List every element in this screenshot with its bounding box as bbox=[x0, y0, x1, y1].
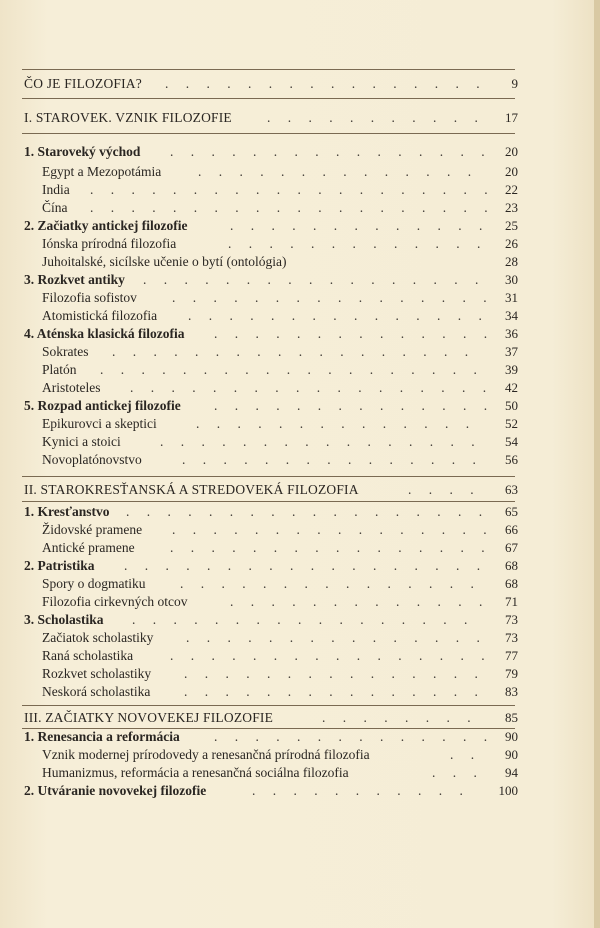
dot-leader: . . . . . . . . . . . . . . . . . . . bbox=[100, 362, 484, 377]
dot-leader: . . . . . . . . . . . . . . . . bbox=[165, 76, 487, 91]
toc-page-number: 73 bbox=[505, 612, 518, 627]
toc-row bbox=[0, 324, 600, 344]
toc-row bbox=[0, 664, 600, 684]
toc-row bbox=[0, 396, 600, 416]
toc-page-number: 73 bbox=[505, 630, 518, 645]
toc-chapter-title: 4. Aténska klasická filozofia bbox=[24, 326, 185, 341]
toc-row bbox=[0, 378, 600, 398]
toc-chapter-title: 2. Utváranie novovekej filozofie bbox=[24, 783, 207, 798]
toc-chapter-title: 1. Kresťanstvo bbox=[24, 504, 110, 519]
dot-leader: . . . . . . . . . . . bbox=[267, 110, 485, 125]
toc-subentry: Iónska prírodná filozofia bbox=[42, 236, 177, 251]
dot-leader: . . . . . . . . . . . bbox=[252, 783, 470, 798]
toc-page-number: 66 bbox=[505, 522, 518, 537]
toc-subentry: Filozofia sofistov bbox=[42, 290, 137, 305]
toc-row bbox=[0, 592, 600, 612]
toc-row bbox=[0, 234, 600, 254]
toc-chapter-title: 1. Staroveký východ bbox=[24, 144, 141, 159]
toc-subentry: Humanizmus, reformácia a renesančná sociálna filozofia bbox=[42, 765, 349, 780]
toc-subentry: Spory o dogmatiku bbox=[42, 576, 146, 591]
dot-leader: . . . . bbox=[408, 482, 481, 497]
toc-row bbox=[0, 610, 600, 630]
toc-chapter-title: 2. Patristika bbox=[24, 558, 95, 573]
toc-subentry: Egypt a Mezopotámia bbox=[42, 164, 162, 179]
toc-row bbox=[0, 270, 600, 290]
toc-row bbox=[0, 480, 600, 500]
dot-leader: . . . . . . . . . . . . . . bbox=[214, 729, 495, 744]
dot-leader: . . . bbox=[432, 765, 484, 780]
toc-page-number: 30 bbox=[505, 272, 518, 287]
dot-leader: . . . . . . . . . . . . . . . bbox=[180, 576, 481, 591]
toc-row bbox=[0, 288, 600, 308]
top-rule bbox=[22, 69, 515, 70]
toc-row bbox=[0, 360, 600, 380]
toc-chapter-title: 3. Rozkvet antiky bbox=[24, 272, 125, 287]
toc-page-number: 39 bbox=[505, 362, 518, 377]
dot-leader: . . . . . . . . . . . . . . . . . . . . bbox=[90, 182, 495, 197]
section-rule bbox=[22, 705, 515, 706]
toc-page-number: 20 bbox=[505, 144, 518, 159]
dot-leader: . . . . . . . . . . . . . . . . bbox=[172, 290, 494, 305]
dot-leader: . . . . . . . . . . . . . bbox=[228, 236, 488, 251]
toc-page-number: 36 bbox=[505, 326, 518, 341]
toc-subentry: Raná scholastika bbox=[42, 648, 134, 663]
toc-row bbox=[0, 162, 600, 182]
dot-leader: . . . . . . . . . . . . . . . . . . . . bbox=[90, 200, 495, 215]
toc-row bbox=[0, 682, 600, 702]
toc-row bbox=[0, 538, 600, 558]
toc-page-number: 68 bbox=[505, 558, 518, 573]
toc-page-number: 31 bbox=[505, 290, 518, 305]
toc-row bbox=[0, 763, 600, 783]
toc-page-number: 67 bbox=[505, 540, 518, 555]
dot-leader: . . . . . . . . . . . . . . . bbox=[186, 630, 487, 645]
dot-leader: . . . . . . . . . . . . . . . bbox=[182, 452, 483, 467]
toc-row bbox=[0, 216, 600, 236]
toc-page-number: 94 bbox=[505, 765, 518, 780]
toc-subentry: Aristoteles bbox=[42, 380, 101, 395]
toc-row bbox=[0, 646, 600, 666]
toc-page-number: 9 bbox=[511, 76, 518, 91]
dot-leader: . . . . . . . . . . . . . . . . bbox=[160, 434, 482, 449]
dot-leader: . . bbox=[450, 747, 482, 762]
dot-leader: . . . . . . . . . . . . . . . . . bbox=[143, 272, 486, 287]
toc-page-number: 63 bbox=[505, 482, 518, 497]
dot-leader: . . . . . . . . . . . . . . . . . . bbox=[130, 380, 494, 395]
dot-leader: . . . . . . . . . . . . . . . . . . bbox=[126, 504, 490, 519]
toc-part-title: I. STAROVEK. VZNIK FILOZOFIE bbox=[24, 110, 232, 125]
dot-leader: . . . . . . . . . . . . . . . bbox=[184, 666, 485, 681]
toc-page-number: 100 bbox=[498, 783, 518, 798]
toc-row bbox=[0, 727, 600, 747]
toc-row bbox=[0, 556, 600, 576]
toc-row bbox=[0, 74, 600, 94]
toc-row bbox=[0, 574, 600, 594]
toc-subentry: Čína bbox=[42, 200, 68, 215]
toc-subentry: Platón bbox=[42, 362, 77, 377]
toc-row bbox=[0, 180, 600, 200]
toc-row bbox=[0, 432, 600, 452]
dot-leader: . . . . . . . . . . . . . . . . . . bbox=[124, 558, 488, 573]
toc-row bbox=[0, 342, 600, 362]
toc-entry-title: ČO JE FILOZOFIA? bbox=[24, 76, 142, 91]
toc-page-number: 34 bbox=[505, 308, 518, 323]
toc-part-title: II. STAROKRESŤANSKÁ A STREDOVEKÁ FILOZOFIA bbox=[24, 482, 359, 497]
dot-leader: . . . . . . . . . . . . . . bbox=[214, 398, 495, 413]
dot-leader: . . . . . . . . . . . . . . . bbox=[188, 308, 489, 323]
section-rule bbox=[22, 133, 515, 134]
toc-page-number: 37 bbox=[505, 344, 518, 359]
toc-page-number: 90 bbox=[505, 729, 518, 744]
toc-row bbox=[0, 108, 600, 128]
toc-page-number: 77 bbox=[505, 648, 518, 663]
toc-page-number: 83 bbox=[505, 684, 518, 699]
toc-subentry: Vznik modernej prírodovedy a renesančná prírodná filozofia bbox=[42, 747, 370, 762]
toc-page-number: 56 bbox=[505, 452, 518, 467]
toc-page-number: 26 bbox=[505, 236, 518, 251]
dot-leader: . . . . . . . . . . . . . . . bbox=[184, 684, 485, 699]
toc-subentry: Sokrates bbox=[42, 344, 89, 359]
dot-leader: . . . . . . . . . . . . . . . . bbox=[170, 648, 492, 663]
toc-page-number: 85 bbox=[505, 710, 518, 725]
toc-subentry: Rozkvet scholastiky bbox=[42, 666, 152, 681]
toc-subentry: Epikurovci a skeptici bbox=[42, 416, 157, 431]
dot-leader: . . . . . . . . . . . . . . . . bbox=[172, 522, 494, 537]
toc-subentry: Židovské pramene bbox=[42, 522, 143, 537]
dot-leader: . . . . . . . . . . . . . . bbox=[214, 326, 495, 341]
toc-page-number: 42 bbox=[505, 380, 518, 395]
toc-row bbox=[0, 520, 600, 540]
toc-page-number: 90 bbox=[505, 747, 518, 762]
dot-leader: . . . . . . . . bbox=[322, 710, 478, 725]
toc-subentry: Filozofia cirkevných otcov bbox=[42, 594, 188, 609]
dot-leader: . . . . . . . . . . . . . . . . . . bbox=[112, 344, 476, 359]
toc-page-number: 50 bbox=[505, 398, 518, 413]
dot-leader: . . . . . . . . . . . . . bbox=[230, 594, 490, 609]
toc-subentry: Neskorá scholastika bbox=[42, 684, 151, 699]
toc-page-number: 23 bbox=[505, 200, 518, 215]
toc-row bbox=[0, 745, 600, 765]
toc-row bbox=[0, 781, 600, 801]
toc-page-number: 28 bbox=[505, 254, 518, 269]
toc-page-number: 20 bbox=[505, 164, 518, 179]
toc-subentry: Juhoitalské, sicílske učenie o bytí (ontológia) bbox=[42, 254, 287, 269]
toc-chapter-title: 3. Scholastika bbox=[24, 612, 104, 627]
toc-subentry: Atomistická filozofia bbox=[42, 308, 158, 323]
toc-row bbox=[0, 252, 600, 272]
toc-page-number: 17 bbox=[505, 110, 518, 125]
toc-page-number: 25 bbox=[505, 218, 518, 233]
toc-subentry: Novoplatónovstvo bbox=[42, 452, 142, 467]
toc-row bbox=[0, 502, 600, 522]
toc-row bbox=[0, 628, 600, 648]
toc-page-number: 71 bbox=[505, 594, 518, 609]
toc-page-number: 22 bbox=[505, 182, 518, 197]
section-rule bbox=[22, 98, 515, 99]
toc-page-number: 52 bbox=[505, 416, 518, 431]
toc-row bbox=[0, 450, 600, 470]
dot-leader: . . . . . . . . . . . . . . . . bbox=[170, 144, 492, 159]
toc-part-title: III. ZAČIATKY NOVOVEKEJ FILOZOFIE bbox=[24, 710, 274, 725]
toc-chapter-title: 5. Rozpad antickej filozofie bbox=[24, 398, 181, 413]
dot-leader: . . . . . . . . . . . . . bbox=[230, 218, 490, 233]
dot-leader: . . . . . . . . . . . . . . . . . bbox=[132, 612, 475, 627]
toc-chapter-title: 2. Začiatky antickej filozofie bbox=[24, 218, 188, 233]
toc-row bbox=[0, 306, 600, 326]
toc-subentry: India bbox=[42, 182, 70, 197]
toc-subentry: Začiatok scholastiky bbox=[42, 630, 154, 645]
section-rule bbox=[22, 476, 515, 477]
dot-leader: . . . . . . . . . . . . . . bbox=[198, 164, 479, 179]
toc-row bbox=[0, 198, 600, 218]
toc-page-number: 65 bbox=[505, 504, 518, 519]
toc-page-number: 54 bbox=[505, 434, 518, 449]
toc-row bbox=[0, 142, 600, 162]
toc-subentry: Antické pramene bbox=[42, 540, 135, 555]
toc-page-number: 79 bbox=[505, 666, 518, 681]
dot-leader: . . . . . . . . . . . . . . . . bbox=[170, 540, 492, 555]
dot-leader: . . . . . . . . . . . . . . bbox=[196, 416, 477, 431]
toc-subentry: Kynici a stoici bbox=[42, 434, 121, 449]
toc-page-number: 68 bbox=[505, 576, 518, 591]
toc-row bbox=[0, 414, 600, 434]
toc-row bbox=[0, 708, 600, 728]
toc-chapter-title: 1. Renesancia a reformácia bbox=[24, 729, 180, 744]
